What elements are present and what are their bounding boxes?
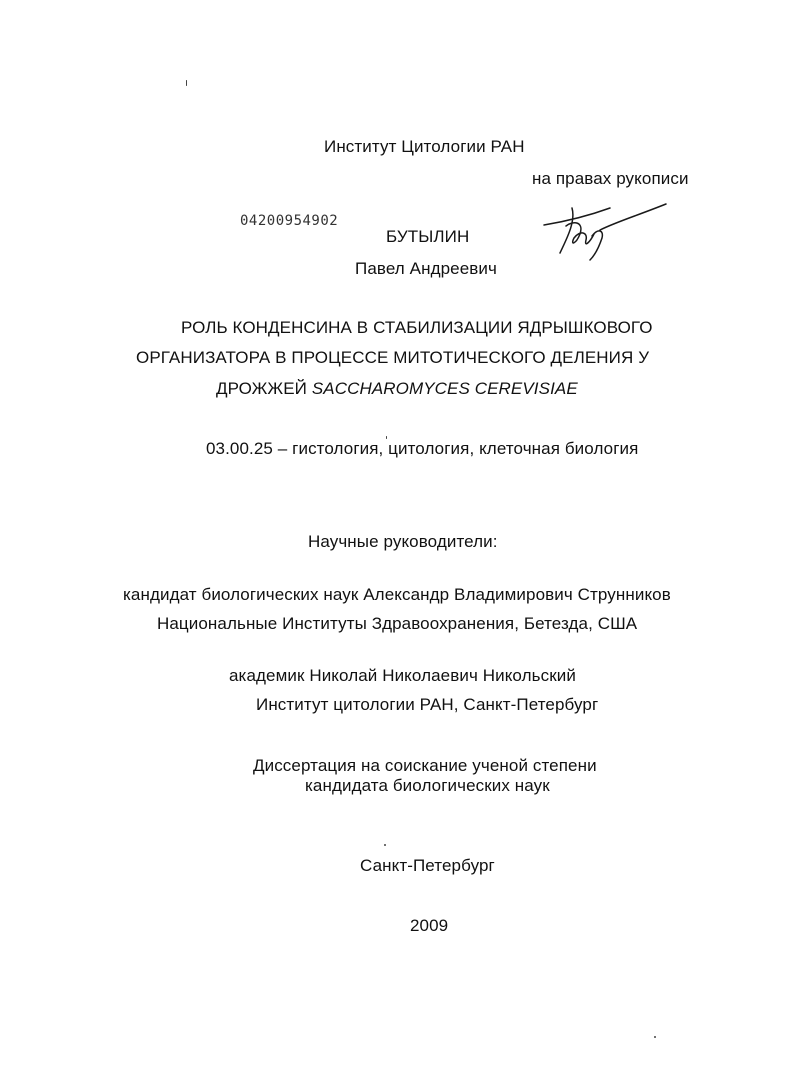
author-given-names: Павел Андреевич bbox=[355, 259, 497, 278]
year: 2009 bbox=[410, 916, 449, 935]
scan-speck bbox=[186, 80, 187, 86]
specialty-code: 03.00.25 – гистология, цитология, клеточная биология bbox=[206, 439, 639, 458]
supervisor-2-title: академик Николай Николаевич Никольский bbox=[229, 666, 576, 685]
title-line-3-prefix: ДРОЖЖЕЙ bbox=[216, 379, 312, 398]
supervisors-heading: Научные руководители: bbox=[308, 532, 498, 551]
city: Санкт-Петербург bbox=[360, 856, 495, 875]
manuscript-rights: на правах рукописи bbox=[532, 169, 689, 188]
author-surname: БУТЫЛИН bbox=[386, 227, 470, 246]
species-name: SACCHAROMYCES CEREVISIAE bbox=[311, 379, 578, 398]
institute-header: Институт Цитологии РАН bbox=[324, 137, 525, 156]
title-line-2: ОРГАНИЗАТОРА В ПРОЦЕССЕ МИТОТИЧЕСКОГО ДЕЛЕНИЯ У bbox=[136, 348, 650, 367]
supervisor-1-affiliation: Национальные Институты Здравоохранения, Бетезда, США bbox=[157, 614, 638, 633]
scan-speck bbox=[384, 844, 386, 846]
degree-line-2: кандидата биологических наук bbox=[305, 776, 550, 795]
document-number: 04200954902 bbox=[240, 213, 339, 229]
handwritten-signature bbox=[536, 198, 671, 266]
supervisor-2-affiliation: Институт цитологии РАН, Санкт-Петербург bbox=[256, 695, 599, 714]
degree-line-1: Диссертация на соискание ученой степени bbox=[253, 756, 597, 775]
title-line-1: РОЛЬ КОНДЕНСИНА В СТАБИЛИЗАЦИИ ЯДРЫШКОВОГО bbox=[181, 318, 653, 337]
title-line-3 bbox=[216, 379, 578, 399]
scan-speck bbox=[654, 1036, 656, 1038]
supervisor-1-title: кандидат биологических наук Александр Владимирович Струнников bbox=[123, 585, 671, 604]
